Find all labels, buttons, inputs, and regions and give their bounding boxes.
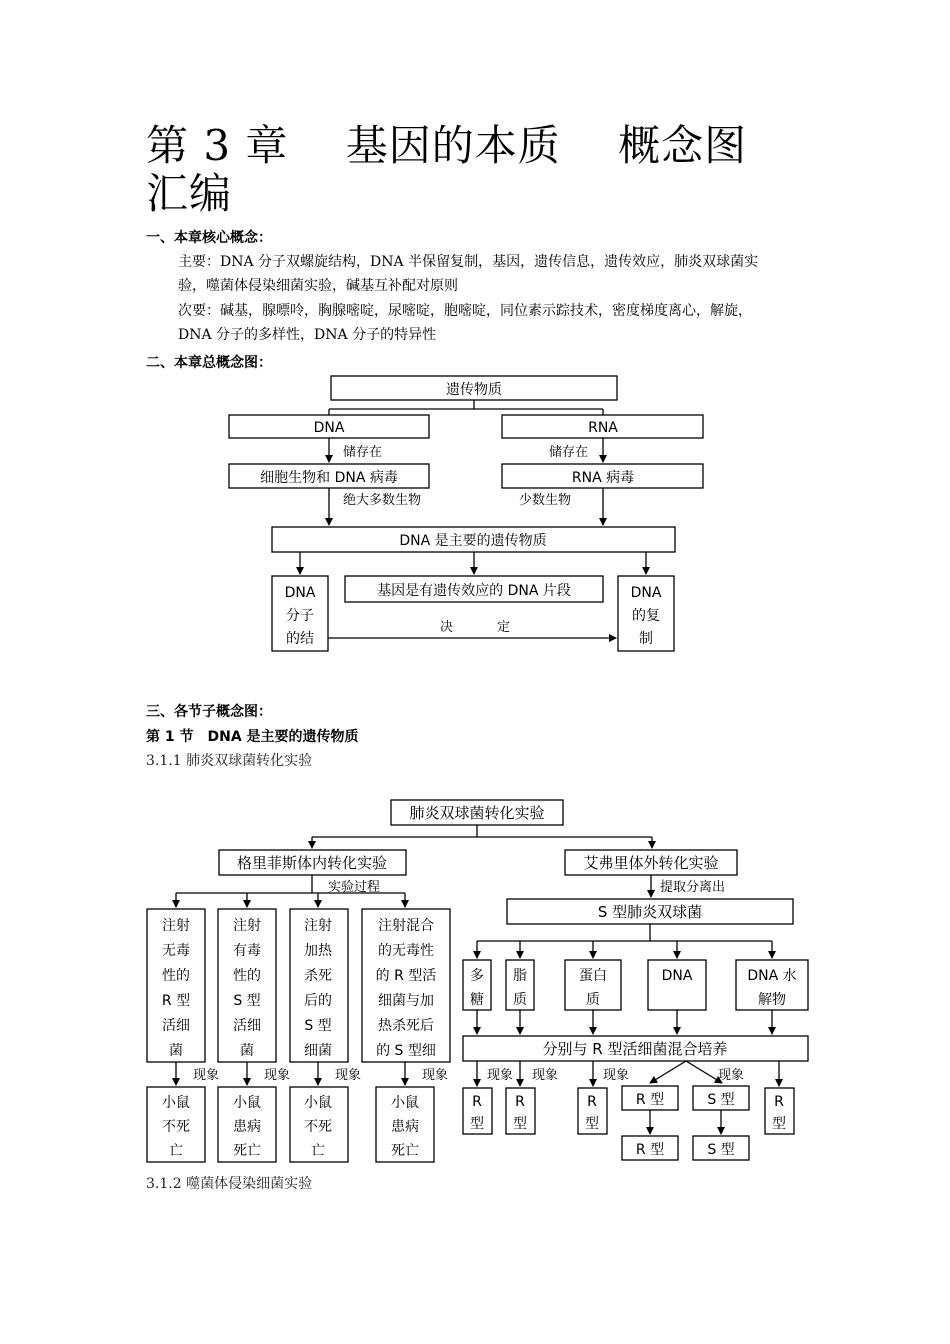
component-1-line-2: 糖 <box>470 992 484 1008</box>
label-most-organisms: 绝大多数生物 <box>343 493 422 508</box>
r-col-2-line-1: R <box>515 1094 525 1110</box>
section1-heading: 一、本章核心概念： <box>146 230 272 246</box>
section3-heading: 三、各节子概念图： <box>146 704 272 720</box>
inject-1-line-6: 菌 <box>169 1043 183 1059</box>
section2-heading: 二、本章总概念图： <box>146 355 272 371</box>
phenomenon-labels-left <box>193 1068 448 1083</box>
inject-4-line-6: 的 S 型细 <box>376 1043 436 1059</box>
node-dna-main-label: DNA 是主要的遗传物质 <box>399 533 547 549</box>
node-s-type-a-label: S 型 <box>707 1092 735 1108</box>
node-s-type-b-label: S 型 <box>707 1142 735 1158</box>
inject-4-line-5: 热杀死后 <box>378 1018 434 1034</box>
page-title: 第 3 章 基因的本质 概念图汇编 <box>146 121 748 218</box>
component-3-line-2: 质 <box>586 992 600 1008</box>
phenomenon-label-1: 现象 <box>192 1068 220 1083</box>
label-store-left: 储存在 <box>343 445 383 460</box>
result-1-line-3: 亡 <box>169 1143 183 1159</box>
node-dna-replication-l3: 制 <box>639 631 653 647</box>
node-r-type-b-label: R 型 <box>635 1142 665 1158</box>
transformation-concept-map <box>147 800 808 1162</box>
phenomenon-label-3: 现象 <box>334 1068 362 1083</box>
node-gene-definition-label: 基因是有遗传效应的 DNA 片段 <box>377 583 571 599</box>
component-1-line-1: 多 <box>470 968 484 984</box>
inject-3-line-5: S 型 <box>304 1018 332 1034</box>
node-mixed-culture-label: 分别与 R 型活细菌混合培养 <box>542 1040 728 1058</box>
result-4-line-3: 死亡 <box>391 1143 419 1159</box>
node-griffith-label: 格里菲斯体内转化实验 <box>236 854 388 872</box>
main-concepts-line1: 主要：DNA 分子双螺旋结构，DNA 半保留复制，基因，遗传信息，遗传效应，肺炎双球菌实 <box>178 254 759 270</box>
component-3-line-1: 蛋白 <box>579 968 607 984</box>
inject-3-line-2: 加热 <box>304 943 332 959</box>
phenomenon-right-label-2: 现象 <box>531 1068 559 1083</box>
result-2-line-2: 患病 <box>233 1119 261 1135</box>
minor-concepts-line2: DNA 分子的多样性，DNA 分子的特异性 <box>178 327 437 343</box>
node-dna-structure-l1: DNA <box>284 585 316 601</box>
result-3-line-2: 不死 <box>304 1119 332 1135</box>
r-col-4-line-1: R <box>774 1094 784 1110</box>
component-2-line-2: 质 <box>513 992 527 1008</box>
node-rna-label: RNA <box>588 420 618 436</box>
inject-1-line-5: 活细 <box>162 1018 190 1034</box>
subsection-3-1-1: 3.1.1 肺炎双球菌转化实验 <box>146 753 313 769</box>
result-3-line-3: 亡 <box>311 1143 325 1159</box>
inject-1-line-4: R 型 <box>161 993 191 1009</box>
phenomenon-label-4: 现象 <box>421 1068 449 1083</box>
node-dna-replication-l2: 的复 <box>632 608 660 624</box>
phenomenon-right-label-4: 现象 <box>717 1068 745 1083</box>
inject-4-line-2: 的无毒性 <box>378 943 434 959</box>
main-concepts-line2: 验，噬菌体侵染细菌实验，碱基互补配对原则 <box>178 278 458 294</box>
inject-1-line-2: 无毒 <box>162 943 190 959</box>
inject-3-line-4: 后的 <box>304 993 332 1009</box>
node-transformation-root-label: 肺炎双球菌转化实验 <box>409 804 545 822</box>
label-extract: 提取分离出 <box>660 880 726 895</box>
phenomenon-right-label-3: 现象 <box>602 1068 630 1083</box>
result-2-line-3: 死亡 <box>233 1143 261 1159</box>
result-1-line-1: 小鼠 <box>162 1095 190 1111</box>
inject-4-line-4: 细菌与加 <box>378 993 434 1009</box>
label-decide-1: 决 <box>440 620 454 635</box>
node-r-type-a-label: R 型 <box>635 1092 665 1108</box>
inject-1-line-1: 注射 <box>162 918 190 934</box>
result-3-line-1: 小鼠 <box>304 1095 332 1111</box>
r-col-3-line-1: R <box>587 1094 597 1110</box>
inject-4-line-1: 注射混合 <box>378 918 434 934</box>
result-1-line-2: 不死 <box>162 1119 190 1135</box>
inject-3-line-1: 注射 <box>304 918 332 934</box>
minor-concepts-line1: 次要：碱基，腺嘌呤，胸腺嘧啶，尿嘧啶，胞嘧啶，同位素示踪技术，密度梯度离心，解旋， <box>178 303 752 319</box>
inject-1-line-3: 性的 <box>162 968 190 984</box>
inject-3-line-6: 细菌 <box>304 1043 332 1059</box>
r-col-2-line-2: 型 <box>513 1116 527 1132</box>
r-col-1-line-2: 型 <box>470 1116 484 1132</box>
r-col-4-line-2: 型 <box>772 1116 786 1132</box>
inject-2-line-3: 性的 <box>233 968 261 984</box>
phenomenon-labels-right <box>487 1068 744 1083</box>
node-genetic-material-label: 遗传物质 <box>446 382 502 398</box>
component-5-line-2: 解物 <box>758 992 786 1008</box>
component-4-line-1: DNA <box>661 968 693 984</box>
node-dna-label: DNA <box>313 420 345 436</box>
inject-4-line-3: 的 R 型活 <box>375 968 437 984</box>
node-dna-structure-l2: 分子 <box>286 608 314 624</box>
inject-2-line-4: S 型 <box>233 993 261 1009</box>
label-decide-2: 定 <box>497 620 511 635</box>
r-col-1-line-1: R <box>472 1094 482 1110</box>
label-store-right: 储存在 <box>549 445 589 460</box>
sec1-title: 第 1 节 DNA 是主要的遗传物质 <box>146 729 359 745</box>
result-4-line-2: 患病 <box>391 1119 419 1135</box>
inject-2-line-2: 有毒 <box>233 943 261 959</box>
node-dna-replication-l1: DNA <box>630 585 662 601</box>
result-2-line-1: 小鼠 <box>233 1095 261 1111</box>
node-dna-structure-l3: 的结 <box>286 631 314 647</box>
result-4-line-1: 小鼠 <box>391 1095 419 1111</box>
node-avery-label: 艾弗里体外转化实验 <box>583 854 719 872</box>
component-5-line-1: DNA 水 <box>747 968 797 984</box>
inject-2-line-1: 注射 <box>233 918 261 934</box>
label-few-organisms: 少数生物 <box>519 493 572 508</box>
node-rna-virus-label: RNA 病毒 <box>571 470 635 486</box>
inject-2-line-5: 活细 <box>233 1018 261 1034</box>
phenomenon-right-label-1: 现象 <box>486 1068 514 1083</box>
phenomenon-label-2: 现象 <box>263 1068 291 1083</box>
label-process: 实验过程 <box>328 880 381 895</box>
inject-2-line-6: 菌 <box>240 1043 254 1059</box>
subsection-3-1-2: 3.1.2 噬菌体侵染细菌实验 <box>146 1176 313 1192</box>
component-2-line-1: 脂 <box>513 968 527 984</box>
r-col-3-line-2: 型 <box>585 1116 599 1132</box>
node-cell-dna-virus-label: 细胞生物和 DNA 病毒 <box>260 470 398 486</box>
inject-3-line-3: 杀死 <box>304 968 332 984</box>
node-s-type-bacteria-label: S 型肺炎双球菌 <box>597 903 703 921</box>
